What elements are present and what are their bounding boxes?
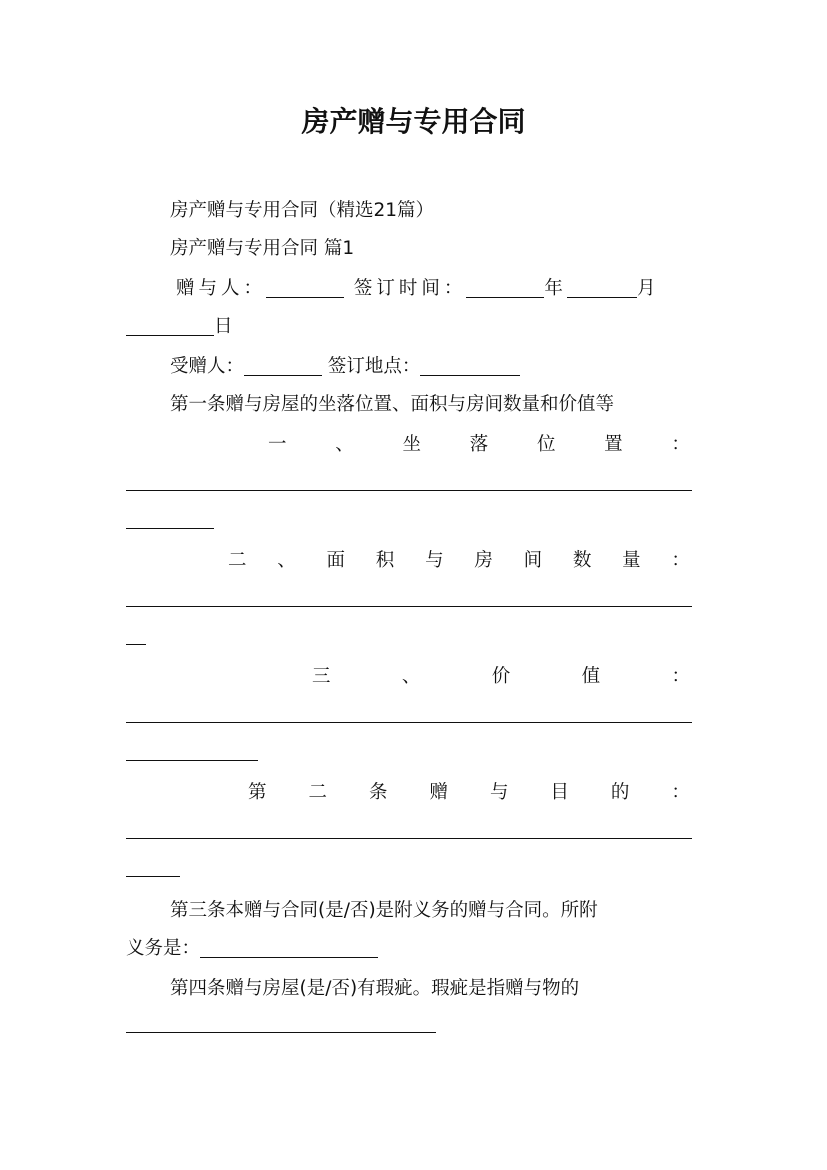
item-3-value-heading: 三 、 价 值 ： — [312, 666, 690, 687]
obligation-blank[interactable] — [200, 937, 378, 958]
item-3-blank-line[interactable] — [126, 704, 692, 723]
item-1-blank-tail[interactable] — [126, 510, 214, 529]
sign-place-label: 签订地点： — [327, 356, 421, 377]
document-subtitle: 房产赠与专用合同（精选21篇） — [170, 200, 435, 221]
donor-line — [176, 276, 706, 302]
article-4: 第四条赠与房屋(是/否)有瑕疵。瑕疵是指赠与物的 — [170, 978, 580, 999]
document-title: 房产赠与专用合同 — [301, 105, 526, 138]
article-2-blank-line[interactable] — [126, 820, 692, 839]
section-heading: 房产赠与专用合同 篇1 — [170, 238, 355, 259]
item-2-blank-line[interactable] — [126, 588, 692, 607]
year-blank[interactable] — [466, 277, 544, 298]
day-blank[interactable] — [126, 315, 214, 336]
article-1: 第一条赠与房屋的坐落位置、面积与房间数量和价值等 — [170, 394, 615, 415]
sign-place-blank[interactable] — [420, 355, 520, 376]
donee-blank[interactable] — [244, 355, 322, 376]
day-line — [126, 314, 700, 340]
article-2-purpose-heading: 第 二 条 赠 与 目 的 ： — [248, 782, 690, 803]
article-4-blank-line[interactable] — [126, 1014, 436, 1033]
article-3: 第三条本赠与合同(是/否)是附义务的赠与合同。所附 — [170, 900, 598, 921]
month-blank[interactable] — [567, 277, 637, 298]
day-label: 日 — [214, 316, 233, 337]
article-3-obligation-line — [126, 936, 700, 962]
month-label: 月 — [636, 278, 660, 299]
item-1-location-heading: 一 、 坐 落 位 置 ： — [268, 434, 690, 455]
donee-label: 受赠人： — [170, 356, 245, 377]
donor-label: 赠与人： — [176, 278, 267, 299]
article-2-blank-tail[interactable] — [126, 858, 180, 877]
item-2-area-heading: 二 、 面 积 与 房 间 数 量 ： — [228, 550, 690, 571]
item-1-blank-line[interactable] — [126, 472, 692, 491]
obligation-label: 义务是： — [126, 938, 201, 959]
item-3-blank-tail[interactable] — [126, 742, 258, 761]
donor-blank[interactable] — [266, 277, 344, 298]
donee-line — [170, 354, 700, 380]
year-label: 年 — [544, 278, 567, 299]
sign-time-label: 签订时间： — [353, 278, 467, 299]
item-2-blank-tail[interactable] — [126, 626, 146, 645]
